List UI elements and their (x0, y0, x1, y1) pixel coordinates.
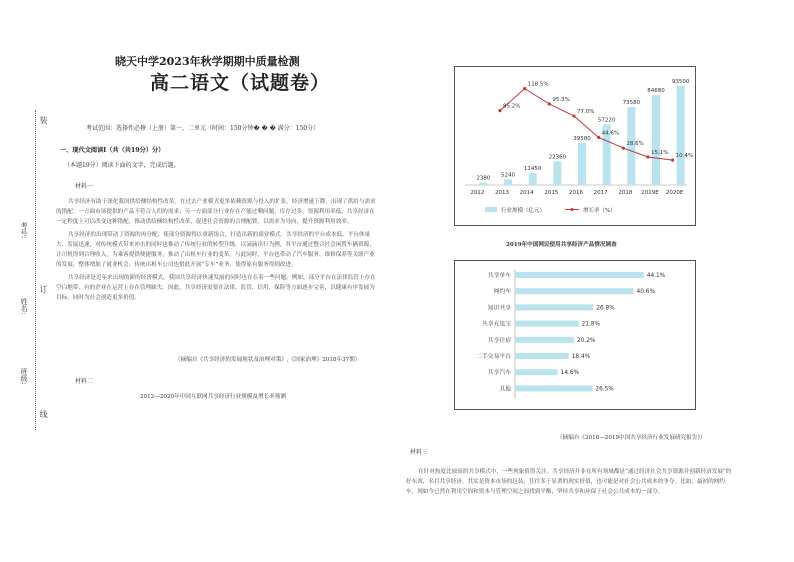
margin-xingming: 姓名: (20, 298, 28, 315)
section-heading: 一、现代文阅读Ⅰ（共（共19分）分） (60, 147, 165, 154)
margin-ding: 订 (39, 285, 48, 293)
bar (553, 161, 561, 185)
bar (515, 304, 593, 310)
bar-value-label: 93500 (671, 78, 690, 85)
growth-point (548, 102, 551, 105)
growth-point (671, 159, 674, 162)
growth-chart (455, 67, 695, 225)
bar-value-label: 20.2% (576, 337, 596, 344)
bar-value-label: 26.8% (596, 305, 615, 312)
x-tick-label: 2019E (641, 190, 659, 196)
bar (479, 182, 487, 185)
material3-label: 材料三 (410, 449, 429, 456)
bar-value-label: 57220 (597, 117, 616, 124)
y-tick-label: 共享住宿 (487, 337, 511, 344)
legend-swatch-point (571, 208, 574, 211)
x-tick-label: 2012 (470, 190, 485, 196)
legend-label-bar: 行业规模（亿元） (501, 208, 546, 214)
exam-info: 考试范围：选择性必修（上册）第一、二单元（时间：150分钟� � � 满分：150分） (86, 125, 320, 132)
margin-xian: 线 (39, 410, 48, 418)
y-tick-label: 共享汽车 (487, 370, 511, 377)
growth-rate-label: 77.0% (577, 109, 595, 116)
bar-value-label: 39580 (573, 136, 591, 143)
survey-chart-frame (454, 260, 696, 410)
x-tick-label: 2015 (544, 190, 559, 196)
margin-kaohao: 考号: (20, 222, 28, 239)
bar-value-label: 5240 (501, 172, 515, 179)
legend-label-line: 增长率（%） (583, 208, 616, 214)
survey-chart-title: 2019年中国网民使用共享经济产品情况调查 (506, 242, 617, 248)
bar-value-label: 26.5% (595, 386, 614, 393)
bar (515, 272, 644, 278)
bar (515, 321, 579, 327)
bar (677, 86, 685, 185)
growth-line (500, 89, 673, 161)
margin-zhuang: 装 (39, 116, 48, 124)
legend-swatch-bar (485, 207, 497, 212)
bar-value-label: 22360 (548, 154, 567, 161)
binding-line (35, 110, 36, 430)
citation: （摘编自《共享经济的发展现状及治理对策》,《国家治理》2018年37期） (175, 357, 361, 363)
x-tick-label: 2018 (618, 190, 633, 196)
growth-rate-label: 95.3% (552, 96, 570, 103)
paragraph: 共享经济的出现带动了资源的再分配，使部分资源得以重新组合，打造出新的商业模式。共享经济的平台成本低、平台体量大、发展迅速，对传统模式带来冲击的同时也推动了传统行业的转型升级。以滴滴出行为例，其平台通过整合社会闲置车辆资源，让司机得到合理收入，为乘客提供便捷服务，推动了出租车行业的变革。与此同时，平台也带动了汽车服务、维修保养等关联产业的发展，整体增加了就业机会。传统出租车公司也借此开展“专车”业务，使得原有服务得到改进。 (56, 232, 375, 268)
bar (515, 385, 592, 391)
growth-rate-label: 118.5% (527, 81, 549, 88)
y-tick-label: 共享单车 (487, 273, 511, 279)
x-tick-label: 2014 (519, 190, 534, 196)
material3-body (406, 467, 736, 500)
school-title: 晓天中学2023年秋学期期中质量检测 (115, 55, 300, 68)
growth-point (572, 114, 575, 117)
bar (652, 95, 660, 185)
growth-point (597, 136, 600, 139)
bar-value-label: 2380 (476, 175, 491, 182)
x-tick-label: 2016 (569, 190, 583, 196)
growth-rate-label: 10.4% (675, 153, 694, 160)
bar-value-label: 40.6% (636, 289, 655, 296)
bar (515, 288, 634, 294)
section-instruction: （本题19分）阅读下面的文字，完成后题。 (64, 162, 180, 169)
paragraph: 共享经济有助于深化我国供给侧结构性改革。在过去产业模式更多依赖资源与投入的扩张，经济增速下降，出现了供给与需求的错配：一方面市场提供的产品不符合人们的需求；另一方面部分行业存在产能过剩问题，库存过多，资源利用率低。共享经济在一定程度上可以改变这种错配，推动供给侧结构性改革，促进社会资源的合理配置，以需求为导向，提升资源利用效率。 (56, 199, 376, 225)
bar-value-label: 18.4% (571, 354, 591, 360)
margin-banji: 班级: (20, 368, 28, 385)
y-tick-label: 共享充电宝 (482, 321, 511, 328)
growth-rate-label: 15.1% (651, 150, 669, 157)
growth-rate-label: 85.2% (503, 103, 521, 110)
material2-label: 材料二 (75, 378, 94, 385)
y-tick-label: 知识共享 (487, 305, 511, 312)
growth-rate-label: 28.6% (626, 141, 644, 148)
bar (529, 173, 537, 185)
growth-point (523, 87, 526, 90)
paragraph: 共享经济是近年来出现的新的经济模式，我国共享经济快速发展的同时也存在着一些问题。例如，部分平台在法律监管上存在空白地带，有的企业在运营上存在管理缺失。因此，共享经济需要在法律、监管、信用、保险等方面逐步完善，以健康有序发展为目标，同时为社会创造更多价值。 (56, 275, 376, 301)
bar (504, 179, 512, 185)
bar-value-label: 21.8% (581, 321, 601, 328)
source-citation: （摘编自《2018—2019中国共享经济行业发展研究报告》） (557, 435, 706, 441)
growth-point (498, 109, 501, 112)
growth-chart-frame (454, 66, 696, 226)
bar (515, 369, 558, 375)
bar-value-label: 84680 (647, 88, 665, 95)
y-tick-label: 网约车 (493, 289, 511, 296)
material1-label: 材料一 (75, 183, 94, 190)
bar-value-label: 11450 (523, 165, 542, 172)
bar (578, 143, 586, 185)
x-tick-label: 2020E (665, 190, 684, 196)
growth-point (622, 146, 625, 149)
bar-value-label: 14.6% (560, 370, 580, 377)
x-tick-label: 2017 (593, 190, 608, 196)
material1-body (56, 197, 378, 306)
growth-rate-label: 44.6% (601, 130, 620, 137)
growth-point (646, 155, 649, 158)
bar-value-label: 44.1% (646, 273, 666, 279)
bar (515, 337, 574, 343)
survey-chart (455, 261, 695, 409)
y-tick-label: 其他 (499, 386, 511, 393)
y-tick-label: 二手交易平台 (476, 354, 511, 360)
paragraph: 在针对热度比较高的共享模式中，一些现象值得关注。共享经济并非在所有领域都是“通过经济社会共享资源并创新经济发展”的好东西，名目共享经济，其实是资本市场的包装，往往多于显著的现实价值，也可能是对社会公共成本的争夺。比如，最初的网约车，现如今已然在利用空间和资本与管理空间之间找到平衡，坚持共享和环保于社会公共成本的一部分。 (406, 469, 732, 495)
x-tick-label: 2013 (495, 190, 509, 196)
material2-caption: 2012—2020年中国互联网共享经济行业规模及增长率预测 (140, 394, 286, 400)
exam-title: 高二语文（试题卷） (150, 72, 331, 94)
bar (515, 353, 569, 359)
bar-value-label: 73580 (622, 100, 641, 107)
